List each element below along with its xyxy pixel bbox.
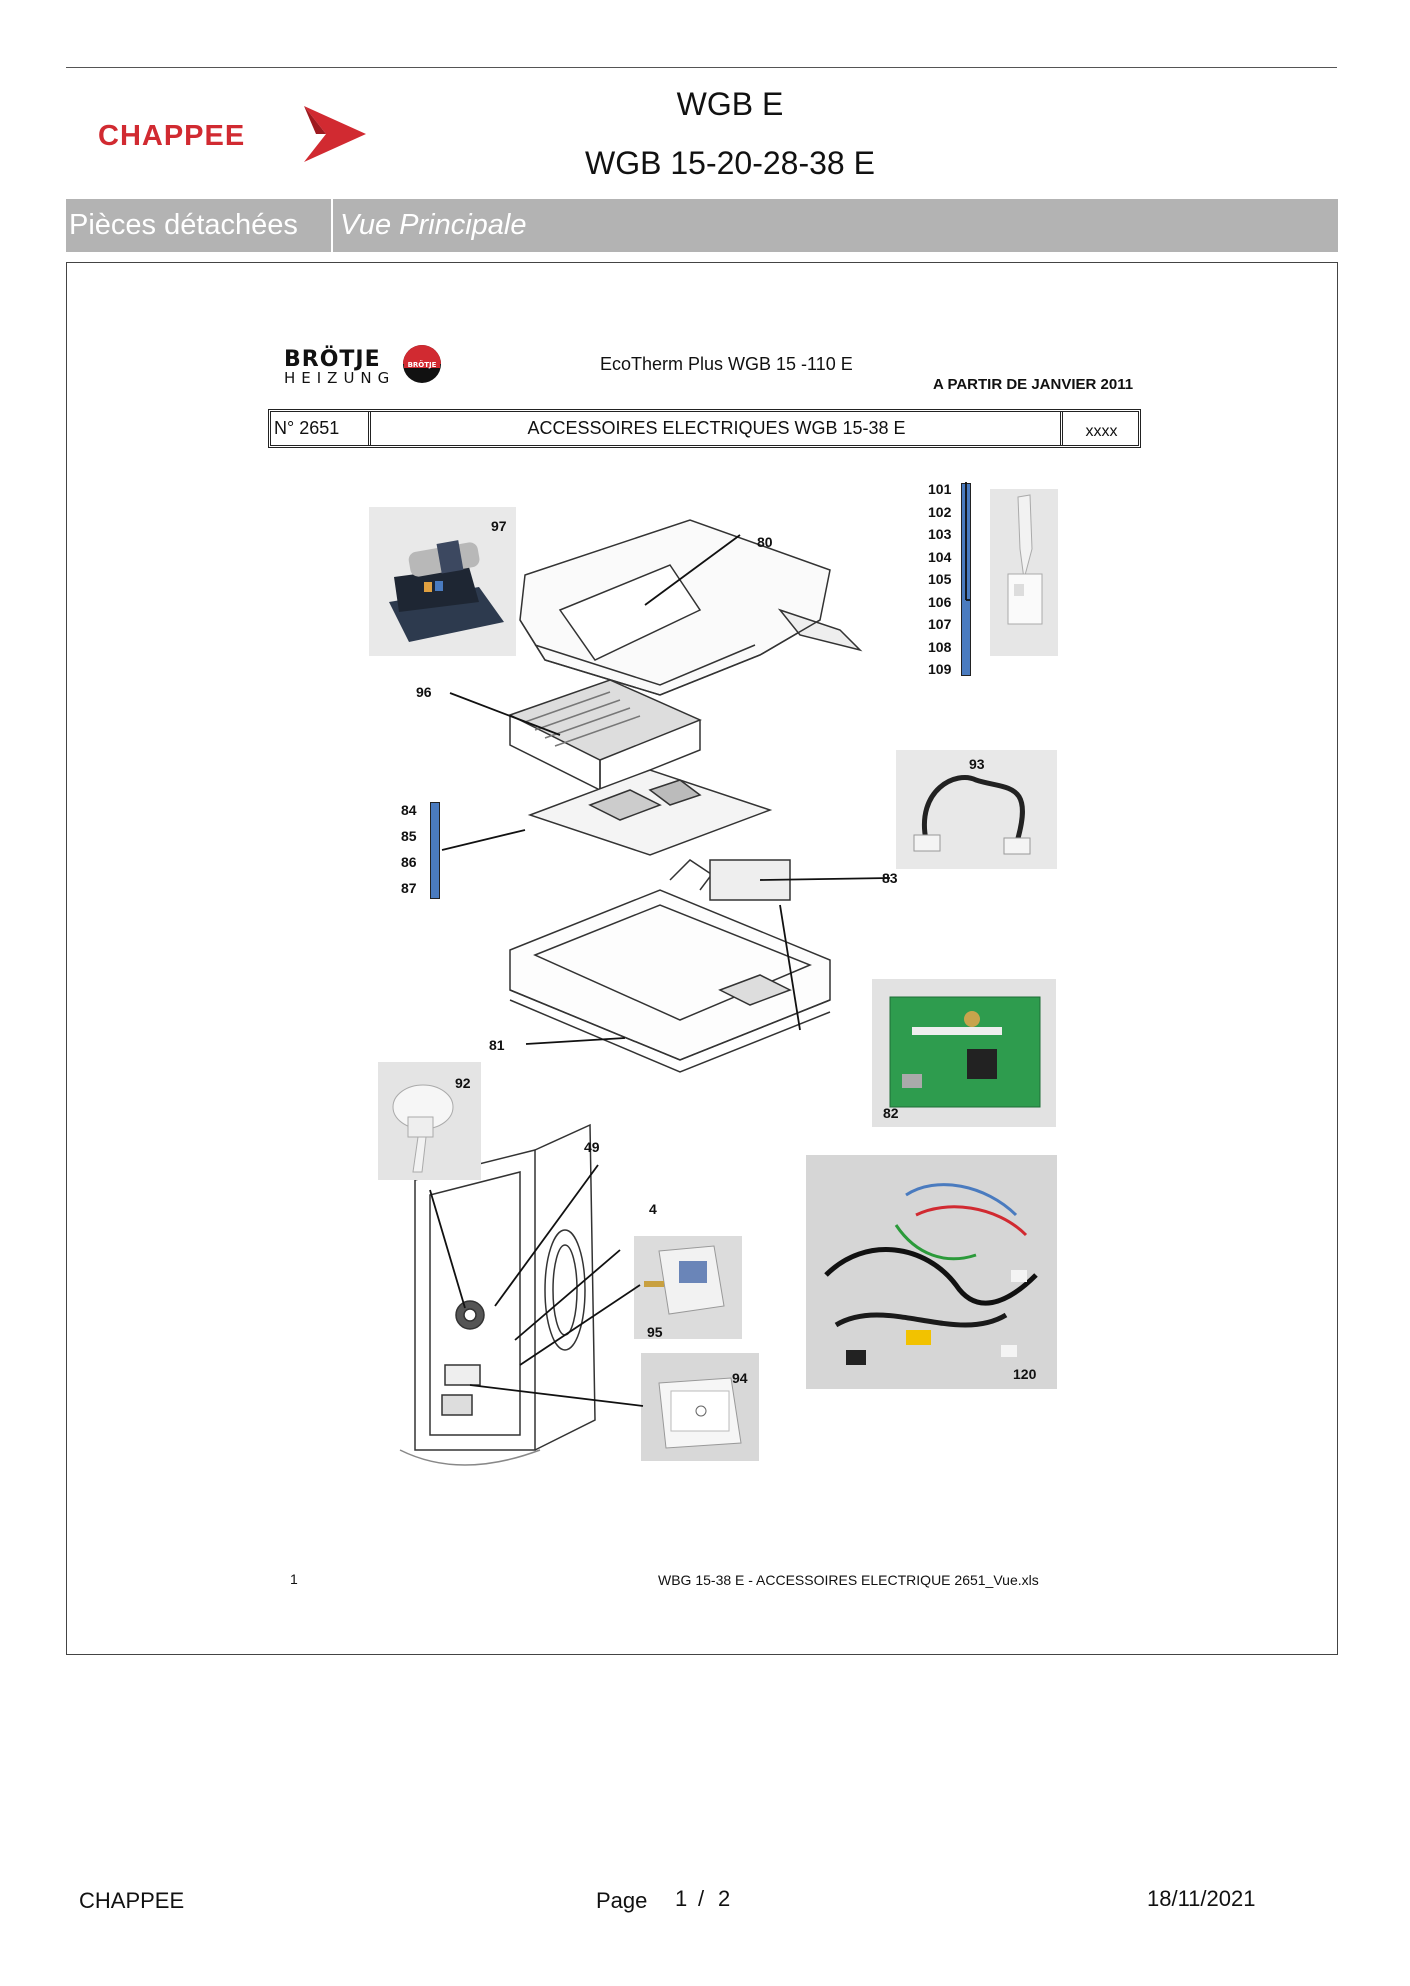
label-120: 120 xyxy=(1013,1366,1037,1382)
model-range: WGB 15-20-28-38 E xyxy=(585,145,875,181)
leader-lines xyxy=(360,460,1080,1460)
sheet-page-number: 1 xyxy=(290,1571,298,1587)
label-105: 105 xyxy=(928,571,952,587)
label-92: 92 xyxy=(455,1075,471,1091)
brotje-wordmark: BRÖTJE xyxy=(284,347,381,372)
label-101: 101 xyxy=(928,481,952,497)
label-85: 85 xyxy=(401,828,417,844)
product-name: EcoTherm Plus WGB 15 -110 E xyxy=(600,354,853,374)
label-97: 97 xyxy=(491,518,507,534)
brotje-badge-text: BRÖTJE xyxy=(407,361,437,369)
label-84: 84 xyxy=(401,802,417,818)
top-rule xyxy=(66,67,1337,68)
label-107: 107 xyxy=(928,616,952,632)
label-109: 109 xyxy=(928,661,952,677)
label-103: 103 xyxy=(928,526,952,542)
brand-name: CHAPPEE xyxy=(98,120,246,152)
label-104: 104 xyxy=(928,549,952,565)
label-96: 96 xyxy=(416,684,432,700)
footer-page-sep: / xyxy=(698,1886,705,1911)
chappee-chevron-icon xyxy=(296,104,368,164)
sheet-ref: xxxx xyxy=(1085,423,1118,440)
model-title: WGB E xyxy=(676,86,784,122)
label-83: 83 xyxy=(882,870,898,886)
section-bar xyxy=(66,199,1338,252)
label-80: 80 xyxy=(757,534,773,550)
footer-company: CHAPPEE xyxy=(79,1888,185,1913)
label-102: 102 xyxy=(928,504,952,520)
label-106: 106 xyxy=(928,594,952,610)
footer-page-total: 2 xyxy=(718,1886,731,1911)
footer-page-current: 1 xyxy=(675,1886,688,1911)
label-86: 86 xyxy=(401,854,417,870)
sheet-number: N° 2651 xyxy=(271,412,371,445)
label-95: 95 xyxy=(647,1324,663,1340)
label-94: 94 xyxy=(732,1370,748,1386)
label-81: 81 xyxy=(489,1037,505,1053)
section-view: Vue Principale xyxy=(340,209,527,241)
label-82: 82 xyxy=(883,1105,899,1121)
section-category: Pièces détachées xyxy=(66,199,333,252)
label-87: 87 xyxy=(401,880,417,896)
sheet-file-name: WBG 15-38 E - ACCESSOIRES ELECTRIQUE 2651_Vue.xls xyxy=(658,1572,1039,1588)
chappee-logo xyxy=(98,104,368,164)
sheet-title-row xyxy=(268,409,1141,448)
footer-page-label: Page xyxy=(596,1888,648,1913)
sheet-title: ACCESSOIRES ELECTRIQUES WGB 15-38 E xyxy=(373,412,1063,445)
brotje-badge-icon xyxy=(400,344,444,384)
brotje-sub: HEIZUNG xyxy=(284,369,396,387)
label-93: 93 xyxy=(969,756,985,772)
label-49: 49 xyxy=(584,1139,600,1155)
footer-date: 18/11/2021 xyxy=(1147,1886,1256,1911)
validity-date: A PARTIR DE JANVIER 2011 xyxy=(933,376,1134,393)
label-108: 108 xyxy=(928,639,952,655)
label-4: 4 xyxy=(649,1201,657,1217)
